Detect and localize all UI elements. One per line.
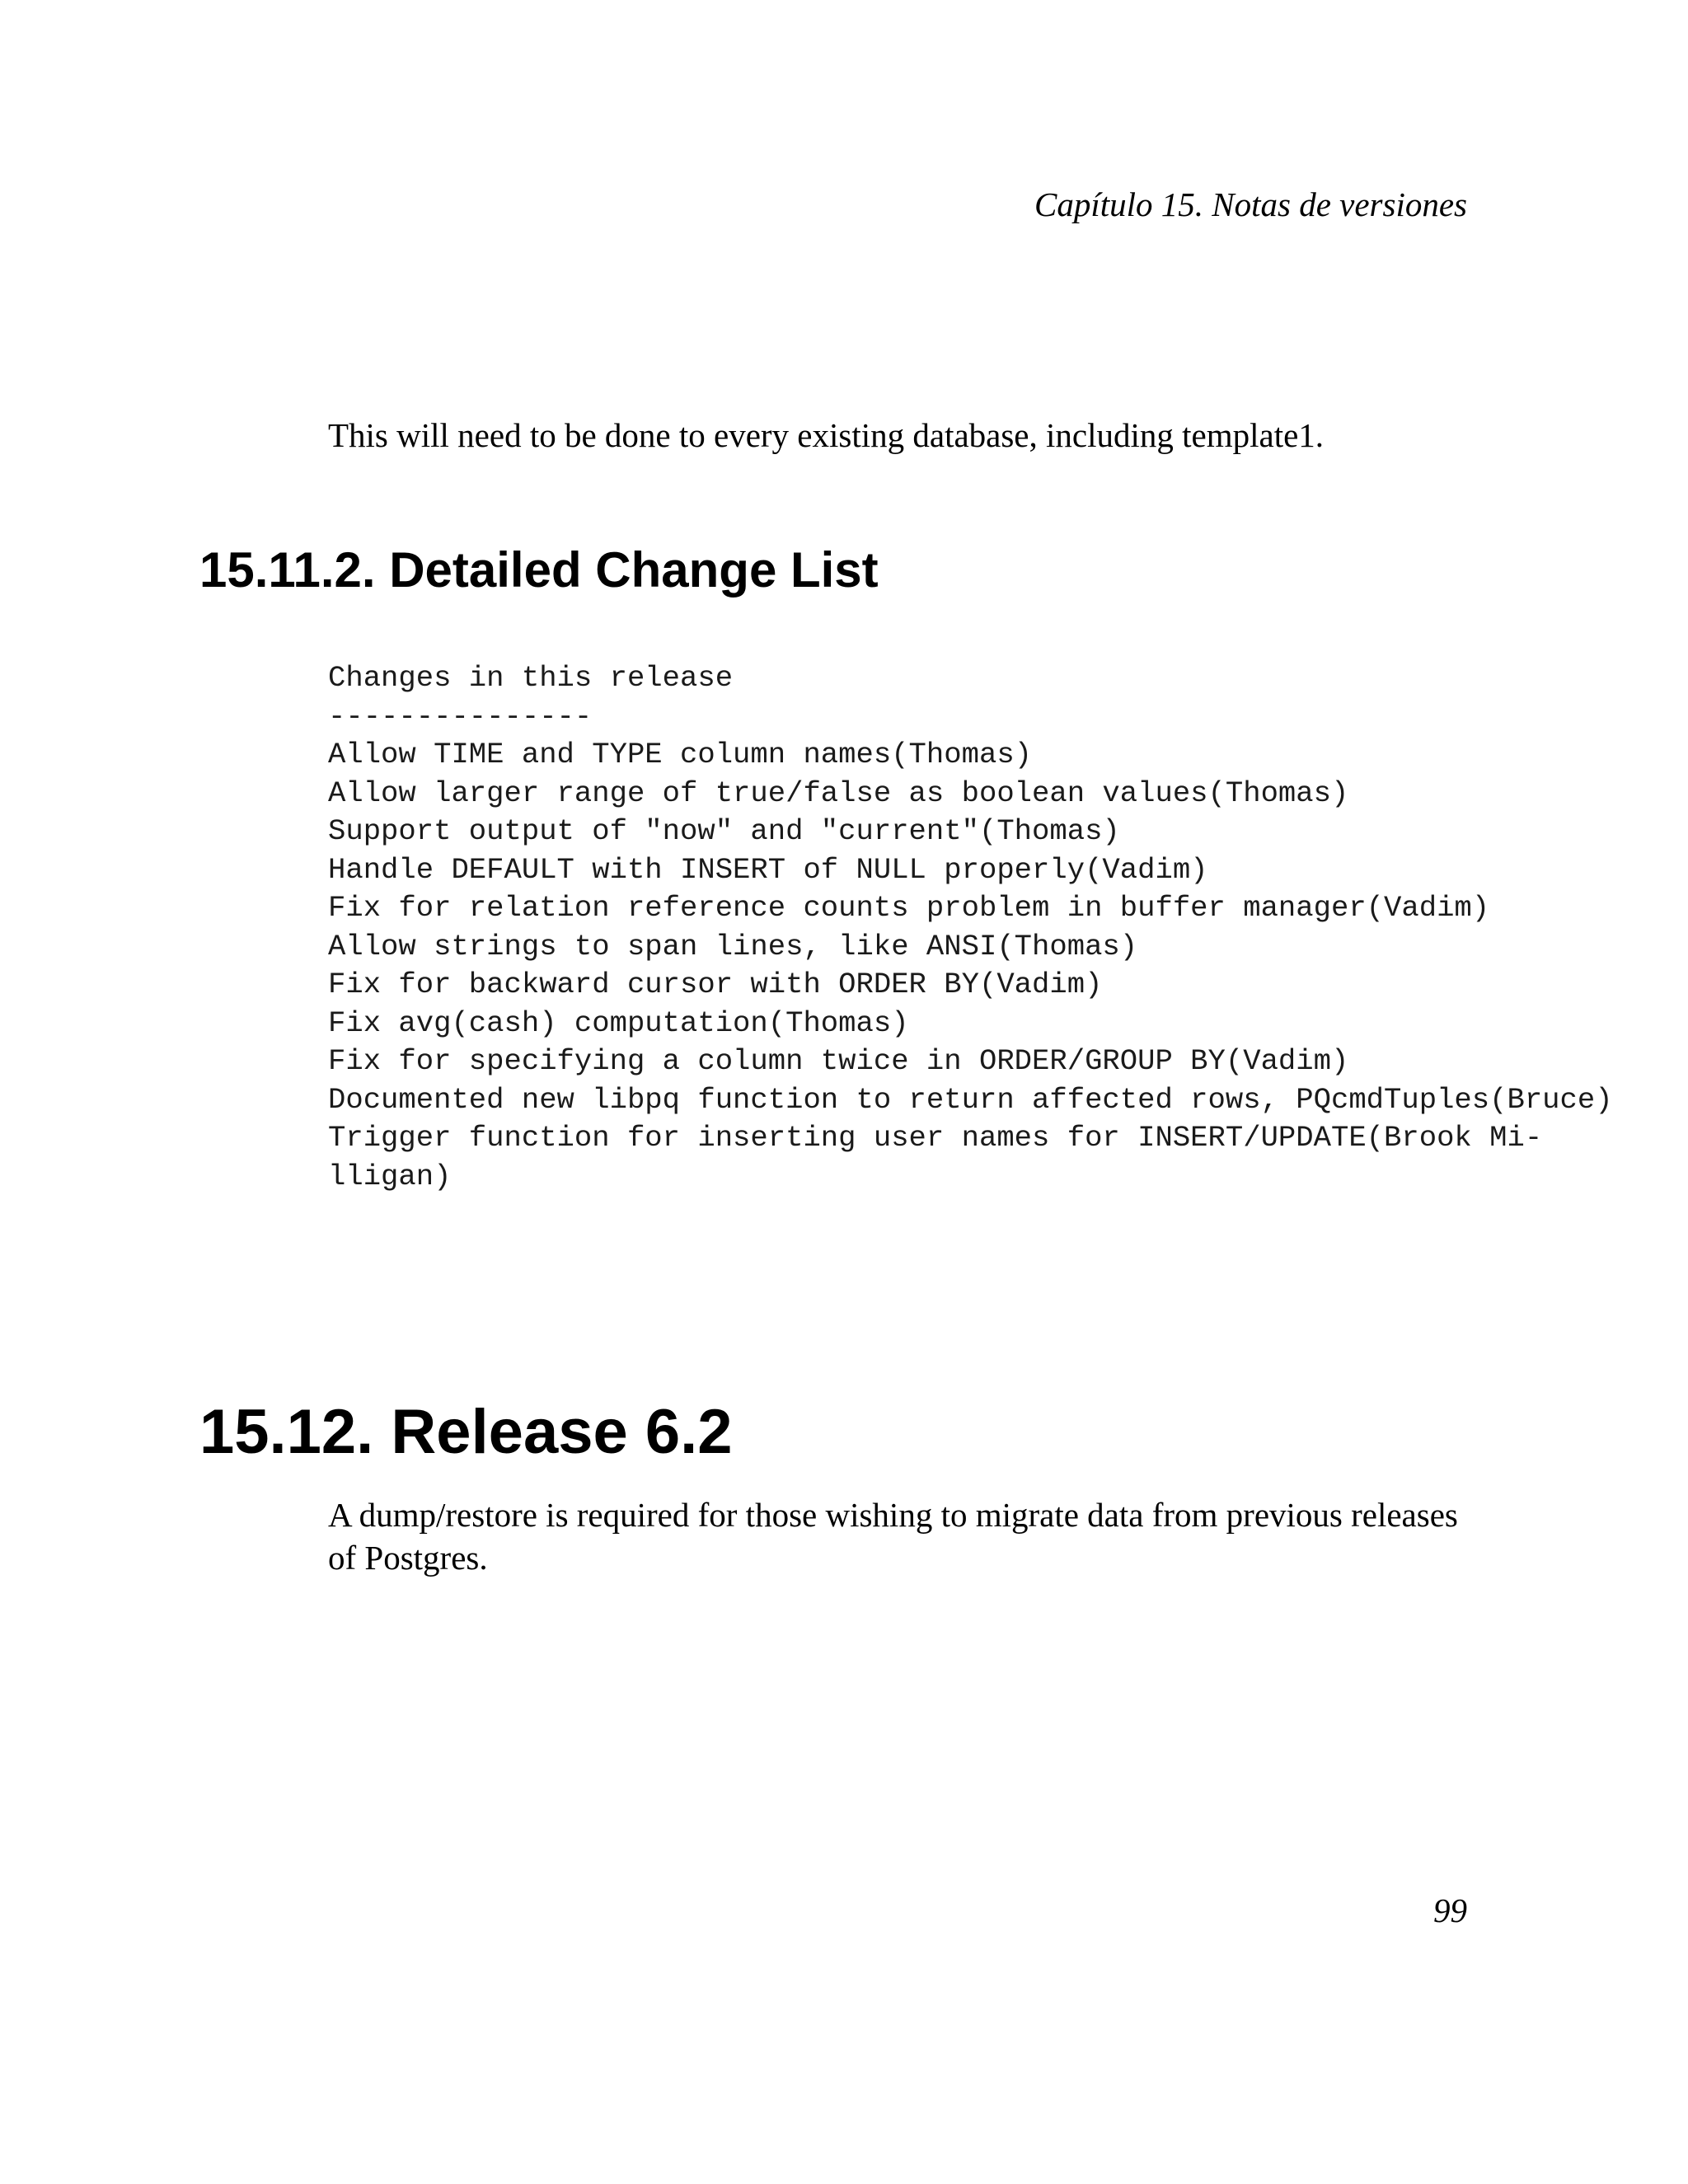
listing-line: Trigger function for inserting user names for INSERT/UPDATE(Brook Mi-: [328, 1121, 1543, 1155]
listing-line: Handle DEFAULT with INSERT of NULL properly(Vadim): [328, 852, 1208, 887]
listing-line: Allow strings to span lines, like ANSI(Thomas): [328, 929, 1138, 963]
section-heading-release-6-2: 15.12. Release 6.2: [199, 1397, 733, 1467]
listing-line: Fix for backward cursor with ORDER BY(Vadim): [328, 968, 1103, 1001]
release-paragraph: A dump/restore is required for those wishing to migrate data from previous releases of Postgres.: [328, 1496, 1458, 1577]
section-heading-detailed-change-list: 15.11.2. Detailed Change List: [199, 542, 879, 598]
listing-line: Fix for specifying a column twice in ORDER/GROUP BY(Vadim): [328, 1044, 1349, 1078]
listing-line: ---------------: [328, 699, 593, 733]
listing-line: lligan): [328, 1159, 452, 1193]
listing-line: Support output of "now" and "current"(Thomas): [328, 814, 1120, 848]
listing-line: Allow TIME and TYPE column names(Thomas): [328, 738, 1033, 771]
listing-line: Changes in this release: [328, 661, 734, 695]
listing-line: Fix avg(cash) computation(Thomas): [328, 1005, 909, 1040]
change-list-listing: [328, 659, 1613, 1196]
running-header: Capítulo 15. Notas de versiones: [1034, 185, 1467, 223]
listing-line: Documented new libpq function to return affected rows, PQcmdTuples(Bruce): [328, 1082, 1613, 1117]
listing-line: Fix for relation reference counts problem in buffer manager(Vadim): [328, 891, 1490, 925]
listing-line: Allow larger range of true/false as boolean values(Thomas): [328, 776, 1349, 810]
intro-paragraph: This will need to be done to every existing database, including template1.: [328, 416, 1325, 454]
page-number: 99: [1433, 1891, 1467, 1929]
